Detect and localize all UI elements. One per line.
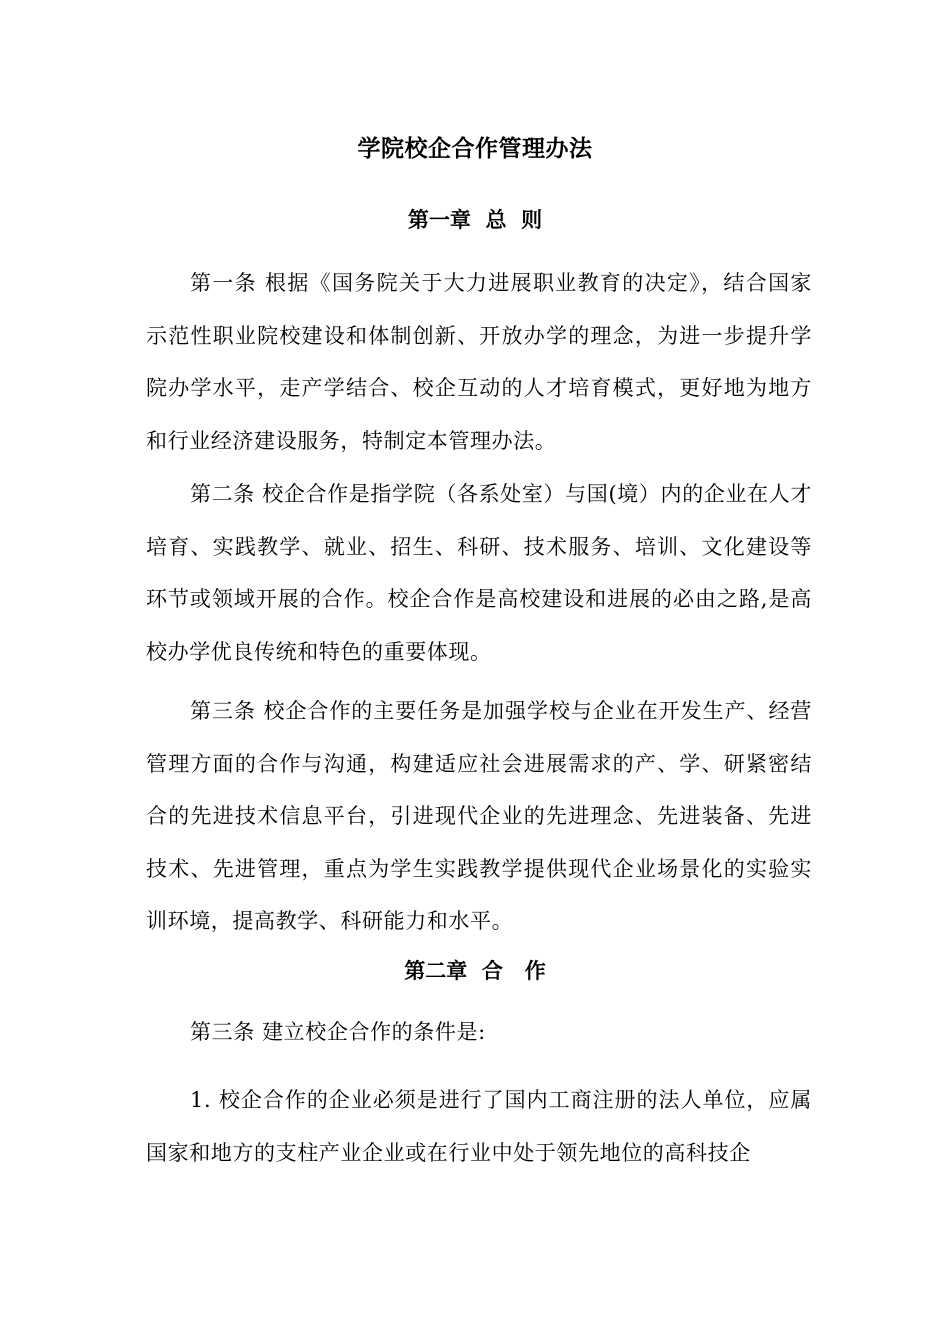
chapter-heading-1: 第一章 总 则 bbox=[407, 207, 543, 232]
article-3-conditions: 第三条 建立校企合作的条件是: bbox=[190, 1020, 486, 1044]
chapter-heading-2: 第二章 合 作 bbox=[404, 958, 546, 983]
condition-item-1: 1. 校企合作的企业必须是进行了国内工商注册的法人单位，应属国家和地方的支柱产业企业或在行业中处于领先地位的高科技企 bbox=[146, 1088, 812, 1165]
article-2: 第二条 校企合作是指学院（各系处室）与国(境）内的企业在人才培育、实践教学、就业、招生、科研、技术服务、培训、文化建设等环节或领域开展的合作。校企合作是高校建设和进展的必由之路,是高校办学优良传统和特色的重要体现。 bbox=[146, 482, 812, 664]
article-1: 第一条 根据《国务院关于大力进展职业教育的决定》，结合国家示范性职业院校建设和体制创新、开放办学的理念，为进一步提升学院办学水平，走产学结合、校企互动的人才培育模式，更好地为地方和行业经济建设服务，特制定本管理办法。 bbox=[146, 271, 812, 453]
article-3: 第三条 校企合作的主要任务是加强学校与企业在开发生产、经营管理方面的合作与沟通，构建适应社会进展需求的产、学、研紧密结合的先进技术信息平台，引进现代企业的先进理念、先进装备、先进技术、先进管理，重点为学生实践教学提供现代企业场景化的实验实训环境，提高教学、科研能力和水平。 bbox=[146, 699, 812, 934]
document-title: 学院校企合作管理办法 bbox=[357, 135, 593, 162]
